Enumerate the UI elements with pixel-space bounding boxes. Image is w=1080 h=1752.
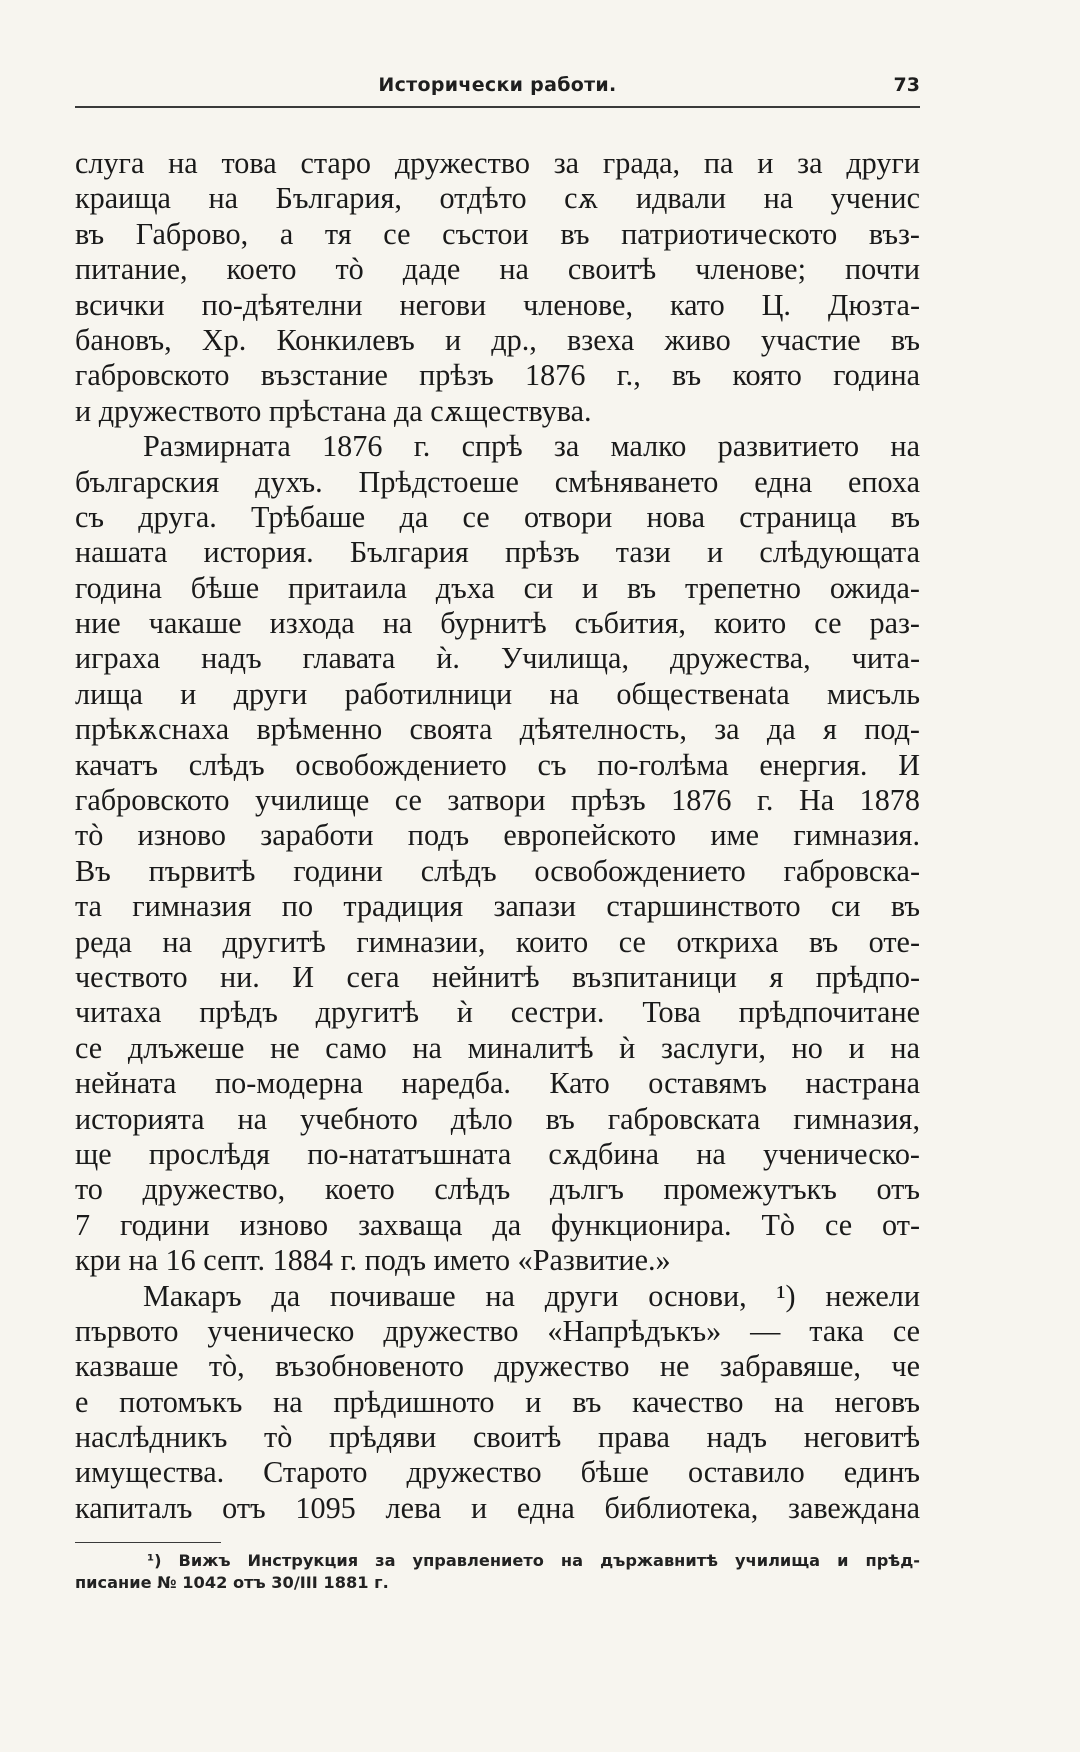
text-line: габровското училище се затвори прѣзъ 1876 г. На 1878 xyxy=(75,783,920,818)
text-line: въ Габрово, а тя се състои въ патриотическото въз- xyxy=(75,216,920,251)
text-line: краища на България, отдѣто сѫ идвали на ученис xyxy=(75,181,920,216)
text-line: казваше тò, възобновеното дружество не забравяше, че xyxy=(75,1349,920,1384)
text-line: имущества. Старото дружество бѣше оставило единъ xyxy=(75,1455,920,1490)
text-line: габровското възстание прѣзъ 1876 г., въ която година xyxy=(75,358,920,393)
text-line: бановъ, Хр. Конкилевъ и др., взеха живо участие въ xyxy=(75,322,920,357)
text-line: питание, което тò даде на своитѣ членове; почти xyxy=(75,252,920,287)
page-number: 73 xyxy=(893,74,920,96)
footnote-divider xyxy=(75,1542,221,1543)
text-line: слуга на това старо дружество за града, па и за други xyxy=(75,146,920,180)
footnote-line: ¹) Вижъ Инструкция за управлението на държавнитѣ училища и прѣд- xyxy=(147,1551,920,1570)
text-line: лища и други работилници на общественаta мисъль xyxy=(75,676,920,711)
text-line: се длъжеше не само на миналитѣ ѝ заслуги, но и на xyxy=(75,1030,920,1065)
text-line: първото ученическо дружество «Напрѣдъкъ» — така се xyxy=(75,1313,920,1348)
text-line: нейната по-модерна наредба. Като оставямъ настрана xyxy=(75,1066,920,1101)
footnote-line: писание № 1042 отъ 30/III 1881 г. xyxy=(75,1573,389,1592)
text-line: ние чакаше изхода на бурнитѣ събития, които се раз- xyxy=(75,606,920,641)
running-title: Исторически работи. xyxy=(378,74,617,96)
text-line: българския духъ. Прѣдстоеше смѣняването една епоха xyxy=(75,464,920,499)
text-line: наслѣдникъ тò прѣдяви своитѣ права надъ неговитѣ xyxy=(75,1420,920,1455)
text-line: и дружеството прѣстана да сѫществува. xyxy=(75,393,592,428)
text-line: капиталъ отъ 1095 лева и една библиотека, завеждана xyxy=(75,1490,920,1525)
text-line: качатъ слѣдъ освобождението съ по-голѣма енергия. И xyxy=(75,747,920,782)
text-line: историята на учебното дѣло въ габровската гимназия, xyxy=(75,1101,920,1136)
text-line: читаха прѣдъ другитѣ ѝ сестри. Това прѣдпочитане xyxy=(75,995,920,1030)
text-line: Въ първитѣ години слѣдъ освобождението габровска- xyxy=(75,853,920,888)
text-line: година бѣше притаила дъха си и въ трепетно ожида- xyxy=(75,570,920,605)
text-line: ще прослѣдя по-нататъшната сѫдбина на ученическо- xyxy=(75,1136,920,1171)
text-line: 7 години изново захваща да функционира. Тò се от- xyxy=(75,1207,920,1242)
text-line: реда на другитѣ гимназии, които се откриха въ оте- xyxy=(75,924,920,959)
text-line: всички по-дѣятелни негови членове, като Ц. Дюзта- xyxy=(75,287,920,322)
text-line: то дружество, което слѣдъ дългъ промежутъкъ отъ xyxy=(75,1172,920,1207)
text-line: прѣкѫснаха врѣменно своята дѣятелность, за да я под- xyxy=(75,712,920,747)
footnote xyxy=(75,1550,920,1594)
text-line: кри на 16 септ. 1884 г. подъ името «Развитие.» xyxy=(75,1243,671,1278)
text-line: чеството ни. И сега нейнитѣ възпитаници я прѣдпо- xyxy=(75,959,920,994)
text-line: тò изново заработи подъ европейското име гимназия. xyxy=(75,818,920,853)
paragraph-first-line: Макаръ да почиваше на други основи, ¹) нежели xyxy=(143,1278,920,1313)
paragraph-first-line: Размирната 1876 г. спрѣ за малко развитието на xyxy=(143,429,920,464)
page-header xyxy=(75,72,920,108)
body-text xyxy=(75,146,920,1526)
text-line: играха надъ главата ѝ. Училища, дружества, чита- xyxy=(75,641,920,676)
text-line: нашата история. България прѣзъ тази и слѣдующата xyxy=(75,535,920,570)
text-line: та гимназия по традиция запази старшинството си въ xyxy=(75,889,920,924)
text-line: съ друга. Трѣбаше да се отвори нова страница въ xyxy=(75,499,920,534)
text-line: е потомъкъ на прѣдишното и въ качество на неговъ xyxy=(75,1384,920,1419)
